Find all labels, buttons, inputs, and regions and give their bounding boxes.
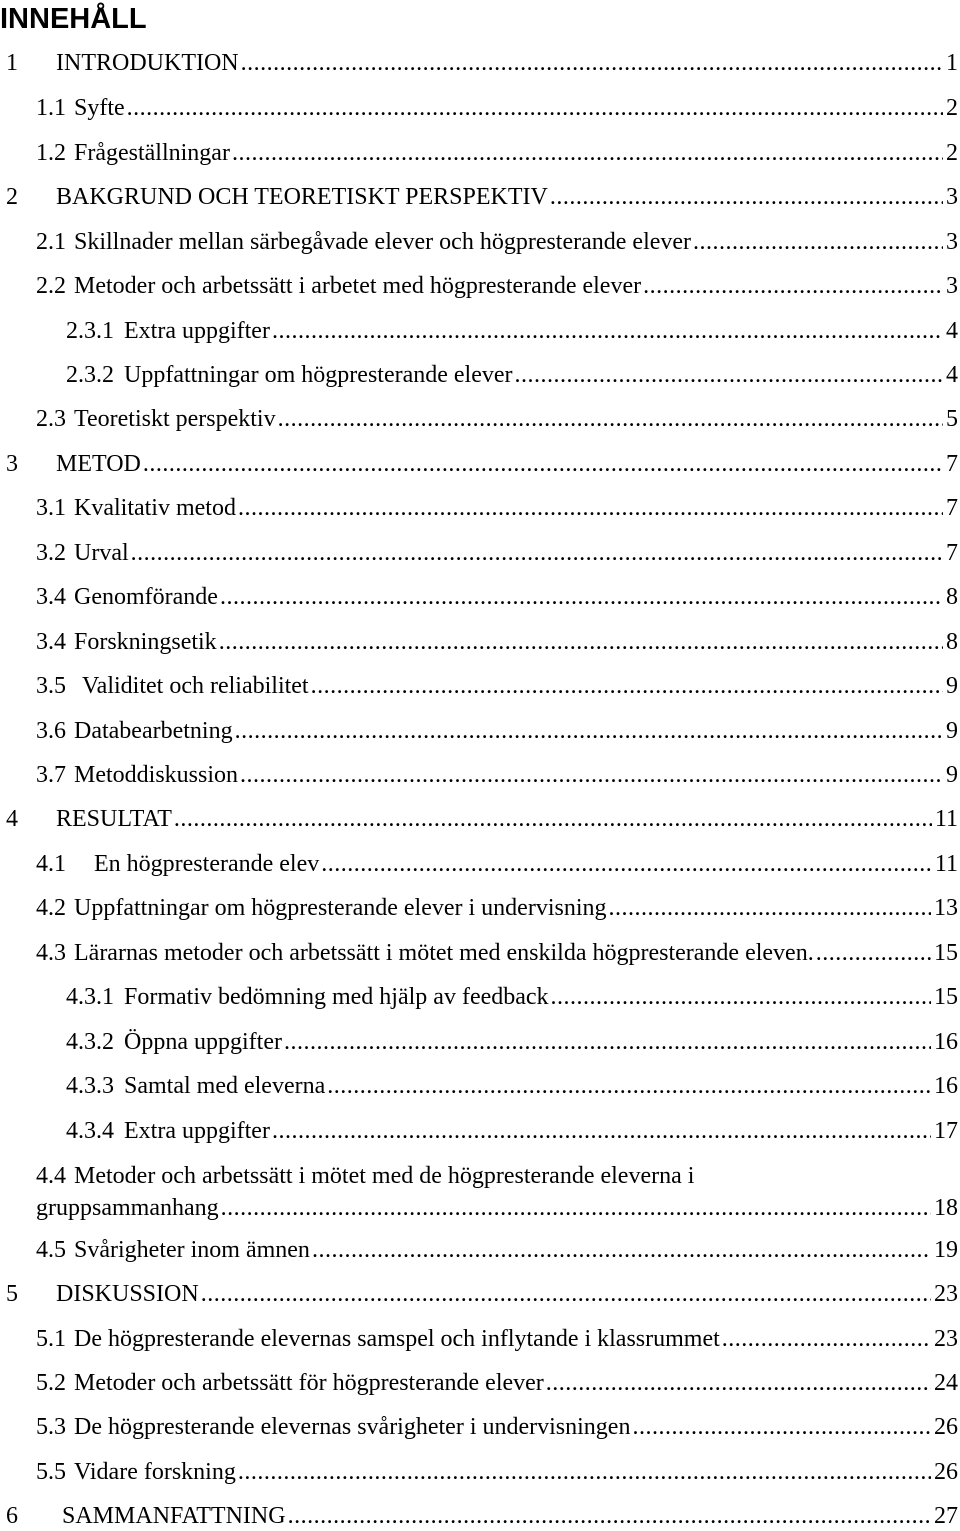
toc-entry-title: De högpresterande elevernas svårigheter i undervisningen — [74, 1414, 631, 1440]
toc-entry-page-number: 26 — [934, 1414, 958, 1440]
toc-entry-title: En högpresterande elev — [94, 851, 320, 877]
toc-entry-number: 4.4 — [36, 1163, 66, 1189]
toc-entry[interactable] — [36, 938, 958, 968]
toc-entry-number: 4.3.1 — [66, 984, 114, 1010]
toc-entry-page-number: 3 — [946, 229, 958, 255]
toc-entry[interactable] — [36, 271, 958, 301]
dot-leader — [693, 227, 943, 257]
dot-leader — [174, 804, 932, 834]
toc-entry-number: 5 — [6, 1281, 18, 1307]
dot-leader — [515, 360, 943, 390]
dot-leader — [643, 271, 943, 301]
toc-entry-number: 3.2 — [36, 540, 66, 566]
dot-leader — [127, 93, 943, 123]
toc-entry-title: Uppfattningar om högpresterande elever — [124, 362, 513, 388]
toc-entry[interactable] — [36, 582, 958, 612]
toc-entry-page-number: 7 — [946, 540, 958, 566]
toc-entry-title: Uppfattningar om högpresterande elever i undervisning — [74, 895, 607, 921]
toc-entry[interactable] — [36, 716, 958, 746]
toc-entry-page-number: 1 — [946, 50, 958, 76]
toc-entry-number: 1.2 — [36, 140, 66, 166]
toc-entry-number: 3.6 — [36, 718, 66, 744]
toc-entry-page-number: 26 — [934, 1459, 958, 1485]
toc-entry[interactable] — [36, 1457, 958, 1487]
toc-entry-number: 3.4 — [36, 584, 66, 610]
toc-entry-number: 3.7 — [36, 762, 66, 788]
toc-entry-title: Forskningsetik — [74, 629, 217, 655]
toc-entry-page-number: 16 — [934, 1029, 958, 1055]
toc-entry-number: 2 — [6, 184, 18, 210]
toc-entry-page-number: 4 — [946, 318, 958, 344]
dot-leader — [632, 1412, 931, 1442]
toc-entry-title: Metoder och arbetssätt i mötet med de högpresterande eleverna i — [74, 1163, 695, 1189]
toc-entry-number: 4.3 — [36, 940, 66, 966]
toc-entry-title: Skillnader mellan särbegåvade elever och högpresterande elever — [74, 229, 692, 255]
toc-entry[interactable] — [36, 227, 958, 257]
toc-entry-title: Frågeställningar — [74, 140, 230, 166]
toc-entry-title: Formativ bedömning med hjälp av feedback — [124, 984, 549, 1010]
toc-entry[interactable] — [36, 893, 958, 923]
toc-entry-number: 2.2 — [36, 273, 66, 299]
dot-leader — [722, 1324, 931, 1354]
toc-entry-page-number: 9 — [946, 762, 958, 788]
toc-entry-title: Teoretiskt perspektiv — [74, 406, 276, 432]
toc-entry-page-number: 24 — [934, 1370, 958, 1396]
toc-entry-page-number: 8 — [946, 629, 958, 655]
toc-entry-page-number: 2 — [946, 140, 958, 166]
toc-entry-page-number: 23 — [934, 1281, 958, 1307]
toc-entry-page-number: 8 — [946, 584, 958, 610]
toc-entry[interactable] — [36, 1160, 958, 1222]
dot-leader — [288, 1501, 931, 1531]
toc-entry[interactable] — [6, 1501, 958, 1531]
toc-entry-page-number: 7 — [946, 495, 958, 521]
dot-leader — [221, 1192, 931, 1224]
toc-entry-title: gruppsammanhang — [36, 1195, 219, 1221]
dot-leader — [240, 760, 943, 790]
dot-leader — [220, 582, 943, 612]
toc-entry-page-number: 18 — [934, 1195, 958, 1221]
toc-entry-title: Urval — [74, 540, 129, 566]
toc-entry-title: RESULTAT — [56, 806, 172, 832]
toc-entry-number: 5.2 — [36, 1370, 66, 1396]
toc-entry[interactable] — [6, 48, 958, 78]
toc-entry[interactable] — [6, 449, 958, 479]
toc-entry-number: 5.1 — [36, 1326, 66, 1352]
toc-entry-page-number: 5 — [946, 406, 958, 432]
toc-entry-title: Metoder och arbetssätt för högpresterande elever — [74, 1370, 544, 1396]
toc-entry-page-number: 15 — [934, 984, 958, 1010]
toc-entry-number: 4.3.4 — [66, 1118, 114, 1144]
toc-entry-number: 3 — [6, 451, 18, 477]
toc-entry-number: 3.4 — [36, 629, 66, 655]
toc-entry-title: DISKUSSION — [56, 1281, 199, 1307]
toc-entry-title: Lärarnas metoder och arbetssätt i mötet med enskilda högpresterande eleven. — [74, 940, 814, 966]
toc-entry-page-number: 17 — [934, 1118, 958, 1144]
toc-entry[interactable] — [36, 538, 958, 568]
toc-entry[interactable] — [36, 627, 958, 657]
toc-entry-title: Samtal med eleverna — [124, 1073, 326, 1099]
toc-entry-number: 3.1 — [36, 495, 66, 521]
dot-leader — [219, 627, 943, 657]
toc-entry-page-number: 3 — [946, 273, 958, 299]
dot-leader — [272, 1116, 931, 1146]
toc-entry-page-number: 11 — [934, 851, 958, 877]
dot-leader — [550, 182, 943, 212]
toc-entry[interactable] — [66, 316, 958, 346]
toc-entry[interactable] — [36, 138, 958, 168]
toc-entry[interactable] — [36, 760, 958, 790]
toc-entry-page-number: 15 — [934, 940, 958, 966]
toc-entry-page-number: 16 — [934, 1073, 958, 1099]
toc-entry-page-number: 2 — [946, 95, 958, 121]
dot-leader — [609, 893, 932, 923]
toc-entry-page-number: 9 — [946, 673, 958, 699]
toc-heading: INNEHÅLL — [0, 3, 147, 35]
dot-leader — [272, 316, 943, 346]
toc-entry-number: 2.1 — [36, 229, 66, 255]
toc-entry-page-number: 9 — [946, 718, 958, 744]
toc-entry-title: Extra uppgifter — [124, 318, 270, 344]
toc-entry-page-number: 19 — [934, 1237, 958, 1263]
toc-entry-number: 4.2 — [36, 895, 66, 921]
dot-leader — [131, 538, 943, 568]
dot-leader — [238, 493, 943, 523]
toc-entry-page-number: 13 — [934, 895, 958, 921]
toc-entry[interactable] — [36, 1235, 958, 1265]
toc-entry-title: Syfte — [74, 95, 125, 121]
toc-entry-page-number: 11 — [934, 806, 958, 832]
toc-entry[interactable] — [66, 1116, 958, 1146]
toc-entry-title: Genomförande — [74, 584, 218, 610]
toc-entry[interactable] — [6, 804, 958, 834]
toc-entry-title: INTRODUKTION — [56, 50, 239, 76]
toc-entry-number: 1.1 — [36, 95, 66, 121]
toc-entry-page-number: 23 — [934, 1326, 958, 1352]
dot-leader — [143, 449, 943, 479]
toc-entry-title: SAMMANFATTNING — [62, 1503, 286, 1529]
toc-entry-number: 6 — [6, 1503, 18, 1529]
toc-entry-number: 5.3 — [36, 1414, 66, 1440]
toc-entry-title: Kvalitativ metod — [74, 495, 236, 521]
toc-entry-page-number: 27 — [934, 1503, 958, 1529]
dot-leader — [546, 1368, 931, 1398]
toc-entry-title: Metoder och arbetssätt i arbetet med högpresterande elever — [74, 273, 642, 299]
toc-entry-title: Metoddiskussion — [74, 762, 239, 788]
dot-leader — [321, 849, 932, 879]
dot-leader — [327, 1071, 931, 1101]
dot-leader — [278, 404, 943, 434]
toc-entry-number: 3.5 — [36, 673, 66, 699]
toc-entry-page-number: 7 — [946, 451, 958, 477]
toc-entry[interactable] — [66, 360, 958, 390]
dot-leader — [241, 48, 943, 78]
toc-entry-number: 4 — [6, 806, 18, 832]
toc-entry-page-number: 4 — [946, 362, 958, 388]
dot-leader — [284, 1027, 931, 1057]
toc-entry-title: Svårigheter inom ämnen — [74, 1237, 310, 1263]
toc-entry-title: METOD — [56, 451, 141, 477]
dot-leader — [312, 1235, 931, 1265]
toc-entry-number: 4.1 — [36, 851, 66, 877]
toc-entry[interactable] — [66, 1027, 958, 1057]
toc-entry-number: 4.3.3 — [66, 1073, 114, 1099]
toc-entry[interactable] — [36, 1368, 958, 1398]
toc-entry[interactable] — [36, 93, 958, 123]
toc-entry[interactable] — [36, 849, 958, 879]
toc-entry[interactable] — [36, 493, 958, 523]
toc-entry-number: 2.3 — [36, 406, 66, 432]
toc-entry-title: Extra uppgifter — [124, 1118, 270, 1144]
toc-entry-number: 2.3.1 — [66, 318, 114, 344]
toc-entry-title: Öppna uppgifter — [124, 1029, 282, 1055]
toc-entry-title: Databearbetning — [74, 718, 233, 744]
toc-entry[interactable] — [6, 182, 958, 212]
toc-entry[interactable] — [66, 982, 958, 1012]
toc-entry-title: Vidare forskning — [74, 1459, 236, 1485]
toc-entry[interactable] — [36, 671, 958, 701]
toc-entry-number: 2.3.2 — [66, 362, 114, 388]
dot-leader — [235, 716, 943, 746]
dot-leader — [816, 938, 931, 968]
dot-leader — [551, 982, 931, 1012]
toc-entry-number: 5.5 — [36, 1459, 66, 1485]
dot-leader — [201, 1279, 931, 1309]
dot-leader — [238, 1457, 931, 1487]
toc-entry-number: 4.3.2 — [66, 1029, 114, 1055]
dot-leader — [311, 671, 943, 701]
toc-entry-number: 1 — [6, 50, 18, 76]
toc-entry-title: BAKGRUND OCH TEORETISKT PERSPEKTIV — [56, 184, 548, 210]
toc-entry-number: 4.5 — [36, 1237, 66, 1263]
toc-entry[interactable] — [6, 1279, 958, 1309]
toc-entry[interactable] — [36, 1412, 958, 1442]
toc-entry[interactable] — [36, 1324, 958, 1354]
toc-entry-title: Validitet och reliabilitet — [82, 673, 309, 699]
toc-entry[interactable] — [36, 404, 958, 434]
toc-entry-title: De högpresterande elevernas samspel och inflytande i klassrummet — [74, 1326, 720, 1352]
dot-leader — [232, 138, 943, 168]
toc-entry[interactable] — [66, 1071, 958, 1101]
toc-entry-page-number: 3 — [946, 184, 958, 210]
